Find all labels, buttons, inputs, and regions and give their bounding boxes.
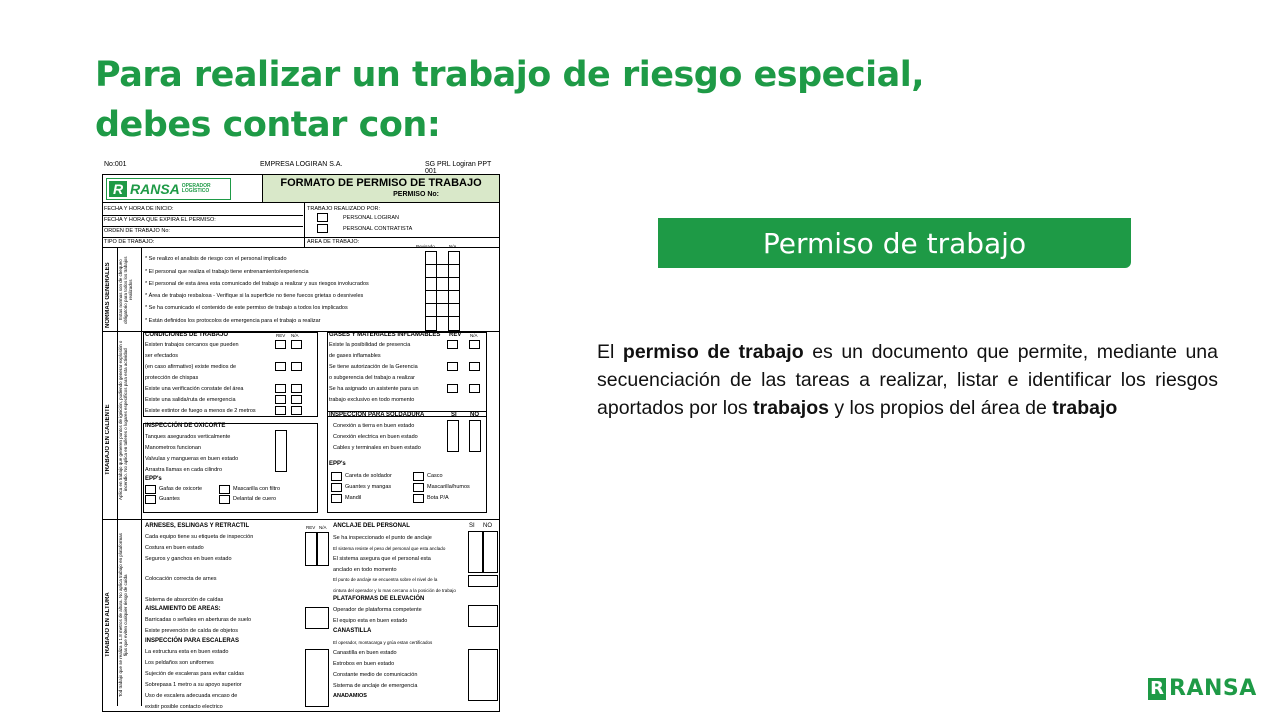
anchor-no: NO — [483, 523, 492, 529]
height-ladder-title: INSPECCIÓN PARA ESCALERAS — [145, 638, 240, 644]
epp-helmet: Casco — [427, 473, 443, 479]
weld-epp-title: EPP's — [329, 461, 346, 467]
basket-item-1: El operador, montacarga y grúa estan certificados — [333, 640, 433, 645]
weld-si: SI — [451, 412, 457, 418]
general-item-1: * Se realizo el analisis de riesgo con el personal implicado — [145, 256, 287, 262]
desc-text-1: El — [597, 341, 623, 363]
epp-welding-mask: Careta de soldador — [345, 473, 392, 479]
ladder-item-1: La estructura esta en buen estado — [145, 649, 229, 655]
platform-checks[interactable] — [468, 605, 498, 627]
height-platform-title: PLATAFORMAS DE ELEVACIÓN — [333, 596, 425, 602]
anchor-item-6: cintura del operador y lo mas cercano a la posición de trabajo — [333, 588, 456, 593]
isolation-checks[interactable] — [305, 607, 329, 629]
anchor-si: SI — [469, 523, 475, 529]
hot-cond-1: Existen trabajos cercanos que pueden — [145, 342, 239, 348]
harness-na: N/A — [319, 525, 327, 530]
epp-apron: Delantal de cuero — [233, 496, 277, 502]
ladder-item-4: Sobrepasa 1 metro a su apoyo superior — [145, 682, 242, 688]
platform-item-2: El equipo esta en buen estado — [333, 618, 408, 624]
desc-bold-1: permiso de trabajo — [622, 341, 804, 363]
col-reviewed: Revisado — [416, 244, 435, 249]
col-na: N/A — [449, 244, 457, 249]
form-doc-number: No:001 — [104, 161, 127, 168]
general-item-5: * Se ha comunicado el contenido de este permiso de trabajo a todos los implicados — [145, 305, 348, 311]
ransa-logo-word: RANSA — [1169, 676, 1257, 701]
harness-item-3: Seguros y ganchos en buen estado — [145, 556, 232, 562]
section-height-label: TRABAJO EN ALTURA — [105, 592, 111, 658]
section-height-sub: Tod trabajo que se realiza a 1.8 metros de altura. No aplica trabajo en plataformas fijas que eviten cualquier riesgo de caída — [118, 533, 128, 697]
field-staff-contractor: PERSONAL CONTRATISTA — [343, 226, 413, 232]
hot-oxy-title: INSPECCIÓN DE OXICORTE — [145, 423, 226, 429]
isolation-item-1: Barricadas o señales en aberturas de suelo — [145, 617, 252, 623]
oxy-item-1: Tanques asegurados verticalmente — [145, 434, 231, 440]
epp-mask: Mascarilla con filtro — [233, 486, 281, 492]
ladder-checks[interactable] — [305, 649, 329, 707]
basket-item-5: Sistema de anclaje de emergencia — [333, 683, 418, 689]
form-header-title: FORMATO DE PERMISO DE TRABAJO — [280, 177, 482, 189]
field-start: FECHA Y HORA DE INICIO: — [104, 206, 174, 212]
form-logo-sub2: LOGÍSTICO — [181, 187, 210, 194]
form-logo — [103, 175, 263, 203]
anchor-checks-si[interactable] — [468, 531, 483, 573]
height-isolation-title: AISLAMIENTO DE AREAS: — [145, 606, 221, 612]
section-hot-label: TRABAJO EN CALIENTE — [105, 404, 111, 476]
form-logo-mark: R — [109, 181, 127, 197]
weld-checks-no[interactable] — [469, 420, 481, 452]
oxy-item-4: Arrastra llamas en cada cilindro — [145, 467, 223, 473]
ladder-item-5: Uso de escalera adecuada encaso de — [145, 693, 238, 699]
epp-apron-welding: Mandil — [345, 495, 362, 501]
permit-description — [597, 338, 1218, 422]
anchor-checks-2[interactable] — [468, 575, 498, 587]
height-basket-title: CANASTILLA — [333, 628, 372, 634]
hot-gas-3: Se tiene autorización de la Gerencia — [329, 364, 418, 370]
height-scaffold-title: ANADAMIOS — [333, 693, 367, 699]
desc-bold-3: trabajo — [1052, 397, 1118, 419]
hot-gas-2: de gases inflamables — [329, 353, 381, 359]
hot-conditions-title: CONDICIONES DE TRABAJO — [145, 332, 229, 338]
epp-boots: Bota P/A — [427, 495, 449, 501]
oxy-epp-title: EPP's — [145, 476, 162, 482]
hot-cond-7: Existe extintor de fuego a menos de 2 metros — [145, 408, 256, 414]
hot-cond-2: ser efectados — [145, 353, 179, 359]
hot-cond-4: protección de chispas — [145, 375, 199, 381]
field-expire: FECHA Y HORA QUE EXPIRA EL PERMISO: — [104, 217, 216, 223]
form-logo-sub1: OPERADOR — [181, 182, 211, 189]
field-done-by: TRABAJO REALIZADO POR: — [307, 206, 381, 212]
basket-item-3: Estrobos en buen estado — [333, 661, 395, 667]
slide-title: Para realizar un trabajo de riesgo especial, debes contar con: — [95, 55, 925, 145]
weld-item-3: Cables y terminales en buen estado — [333, 445, 421, 451]
desc-text-2: es un documento que permite, mediante una secuenciación de las tareas a realizar, listar e identificar los riesgos aportados por los — [597, 341, 1218, 419]
anchor-item-4: anclado en todo momento — [333, 567, 397, 573]
form-doc-header — [100, 158, 502, 175]
weld-item-2: Conexión electrica en buen estado — [333, 434, 418, 440]
hot-weld-title: INSPECCION PARA SOLDADURA — [329, 412, 425, 418]
basket-checks[interactable] — [468, 649, 498, 701]
hot-gas-title: GASES Y MATERIALES INFLAMABLES — [329, 332, 441, 338]
anchor-item-3: El sistema asegura que el personal esta — [333, 556, 431, 562]
general-check-na[interactable] — [448, 251, 460, 331]
field-staff-logiran: PERSONAL LOGIRAN — [343, 215, 400, 221]
hot-gas-4: o subgerencia del trabajo a realizar — [329, 375, 415, 381]
epp-welding-gloves: Guantes y mangas — [345, 484, 392, 490]
anchor-item-2: El sistema resiste el peso del personal que esta anclado — [333, 546, 446, 551]
general-item-2: * El personal que realiza el trabajo tiene entrenamiento/experiencia — [145, 269, 309, 275]
general-item-4: * Área de trabajo resbalosa - Verifique si la superficie no tiene fuecos grietas o desniveles — [145, 293, 364, 299]
harness-item-5: Sistema de absorción de caídas — [145, 597, 224, 603]
hot-cond-3: (en caso afirmativo) existe medios de — [145, 364, 237, 370]
general-check-rev[interactable] — [425, 251, 437, 331]
anchor-item-5: El punto de anclaje se encuentra sobre el nivel de la — [333, 577, 438, 582]
ransa-logo — [1148, 676, 1257, 701]
weld-no: NO — [470, 412, 479, 418]
isolation-item-2: Existe prevención de caída de objetos — [145, 628, 238, 634]
desc-text-3: y los propios del área de — [828, 397, 1053, 419]
basket-item-4: Constante medio de comunicación — [333, 672, 418, 678]
section-hot-sub: Aplica en trabajo que generen puntos de ignición, pudiendo generar explosión o incendio. No aplica en talleres o lugares específicos para esta actividad — [118, 340, 128, 500]
field-order: ORDEN DE TRABAJO No: — [104, 228, 170, 234]
hot-gas-5: Se ha asignado un asistente para un — [329, 386, 419, 392]
form-permit-number: PERMISO No: — [393, 191, 439, 198]
epp-goggles: Gafas de oxicorte — [159, 486, 203, 492]
field-area: AREA DE TRABAJO: — [307, 239, 360, 245]
general-item-6: * Están definidos los protocolos de emergencia para el trabajo a realizar — [145, 318, 321, 324]
harness-checks-na[interactable] — [317, 532, 329, 566]
check-staff-logiran[interactable] — [317, 213, 328, 222]
section-general-sub: Estas normas son de chequeo obligatorio para todos los trabajos realizados — [118, 256, 133, 324]
hot-na: N/A — [291, 333, 299, 338]
desc-bold-2: trabajos — [753, 397, 829, 419]
epp-gloves: Guantes — [159, 496, 180, 502]
anchor-item-1: Se ha inspeccionado el punto de anclaje — [333, 535, 432, 541]
form-company: EMPRESA LOGIRAN S.A. — [260, 161, 343, 168]
check-staff-contractor[interactable] — [317, 224, 328, 233]
harness-item-2: Costura en buen estado — [145, 545, 204, 551]
harness-checks-rev[interactable] — [305, 532, 317, 566]
harness-item-1: Cada equipo tiene su etiqueta de inspección — [145, 534, 254, 540]
oxy-checks[interactable] — [275, 430, 287, 472]
ladder-item-2: Los peldaños son uniformes — [145, 660, 214, 666]
permit-form-document — [100, 158, 502, 714]
oxy-item-2: Manometros funcionan — [145, 445, 201, 451]
form-logo-word: RANSA — [130, 180, 180, 197]
height-harness-title: ARNESES, ESLINGAS Y RETRACTIL — [145, 523, 250, 529]
permit-banner: Permiso de trabajo — [658, 218, 1131, 268]
hot-cond-6: Existe una salida/ruta de emergencia — [145, 397, 236, 403]
field-type: TIPO DE TRABAJO: — [104, 239, 155, 245]
general-item-3: * El personal de esta área esta comunicado del trabajo a realizar y sus riesgos involucrados — [145, 281, 369, 287]
harness-rev: REV — [306, 525, 316, 530]
gas-rev: REV — [449, 332, 462, 338]
form-header-band — [263, 175, 499, 203]
hot-rev: REV — [276, 333, 286, 338]
section-general-label: NORMAS GENERALES — [105, 262, 111, 328]
anchor-checks-no[interactable] — [483, 531, 498, 573]
harness-item-4: Colocación correcta de arnes — [145, 576, 217, 582]
form-code: SG PRL Logiran PPT 001 — [425, 161, 492, 175]
ladder-item-6: existir posible contacto electrico — [145, 704, 223, 710]
weld-checks-si[interactable] — [447, 420, 459, 452]
gas-na: N/A — [470, 333, 478, 338]
basket-item-2: Canastilla en buen estado — [333, 650, 397, 656]
hot-cond-5: Existe una verificación constate del área — [145, 386, 244, 392]
ransa-logo-mark: R — [1148, 678, 1166, 700]
hot-gas-6: trabajo exclusivo en todo momento — [329, 397, 415, 403]
height-anchor-title: ANCLAJE DEL PERSONAL — [333, 523, 410, 529]
form-frame — [102, 174, 500, 712]
weld-item-1: Conexión a tierra en buen estado — [333, 423, 415, 429]
hot-gas-1: Existe la posibilidad de presencia — [329, 342, 411, 348]
epp-fume-mask: Mascarilla/humos — [427, 484, 470, 490]
platform-item-1: Operador de plataforma competente — [333, 607, 422, 613]
ladder-item-3: Sujeción de escaleras para evitar caídas — [145, 671, 245, 677]
oxy-item-3: Valvulas y mangueras en buen estado — [145, 456, 239, 462]
